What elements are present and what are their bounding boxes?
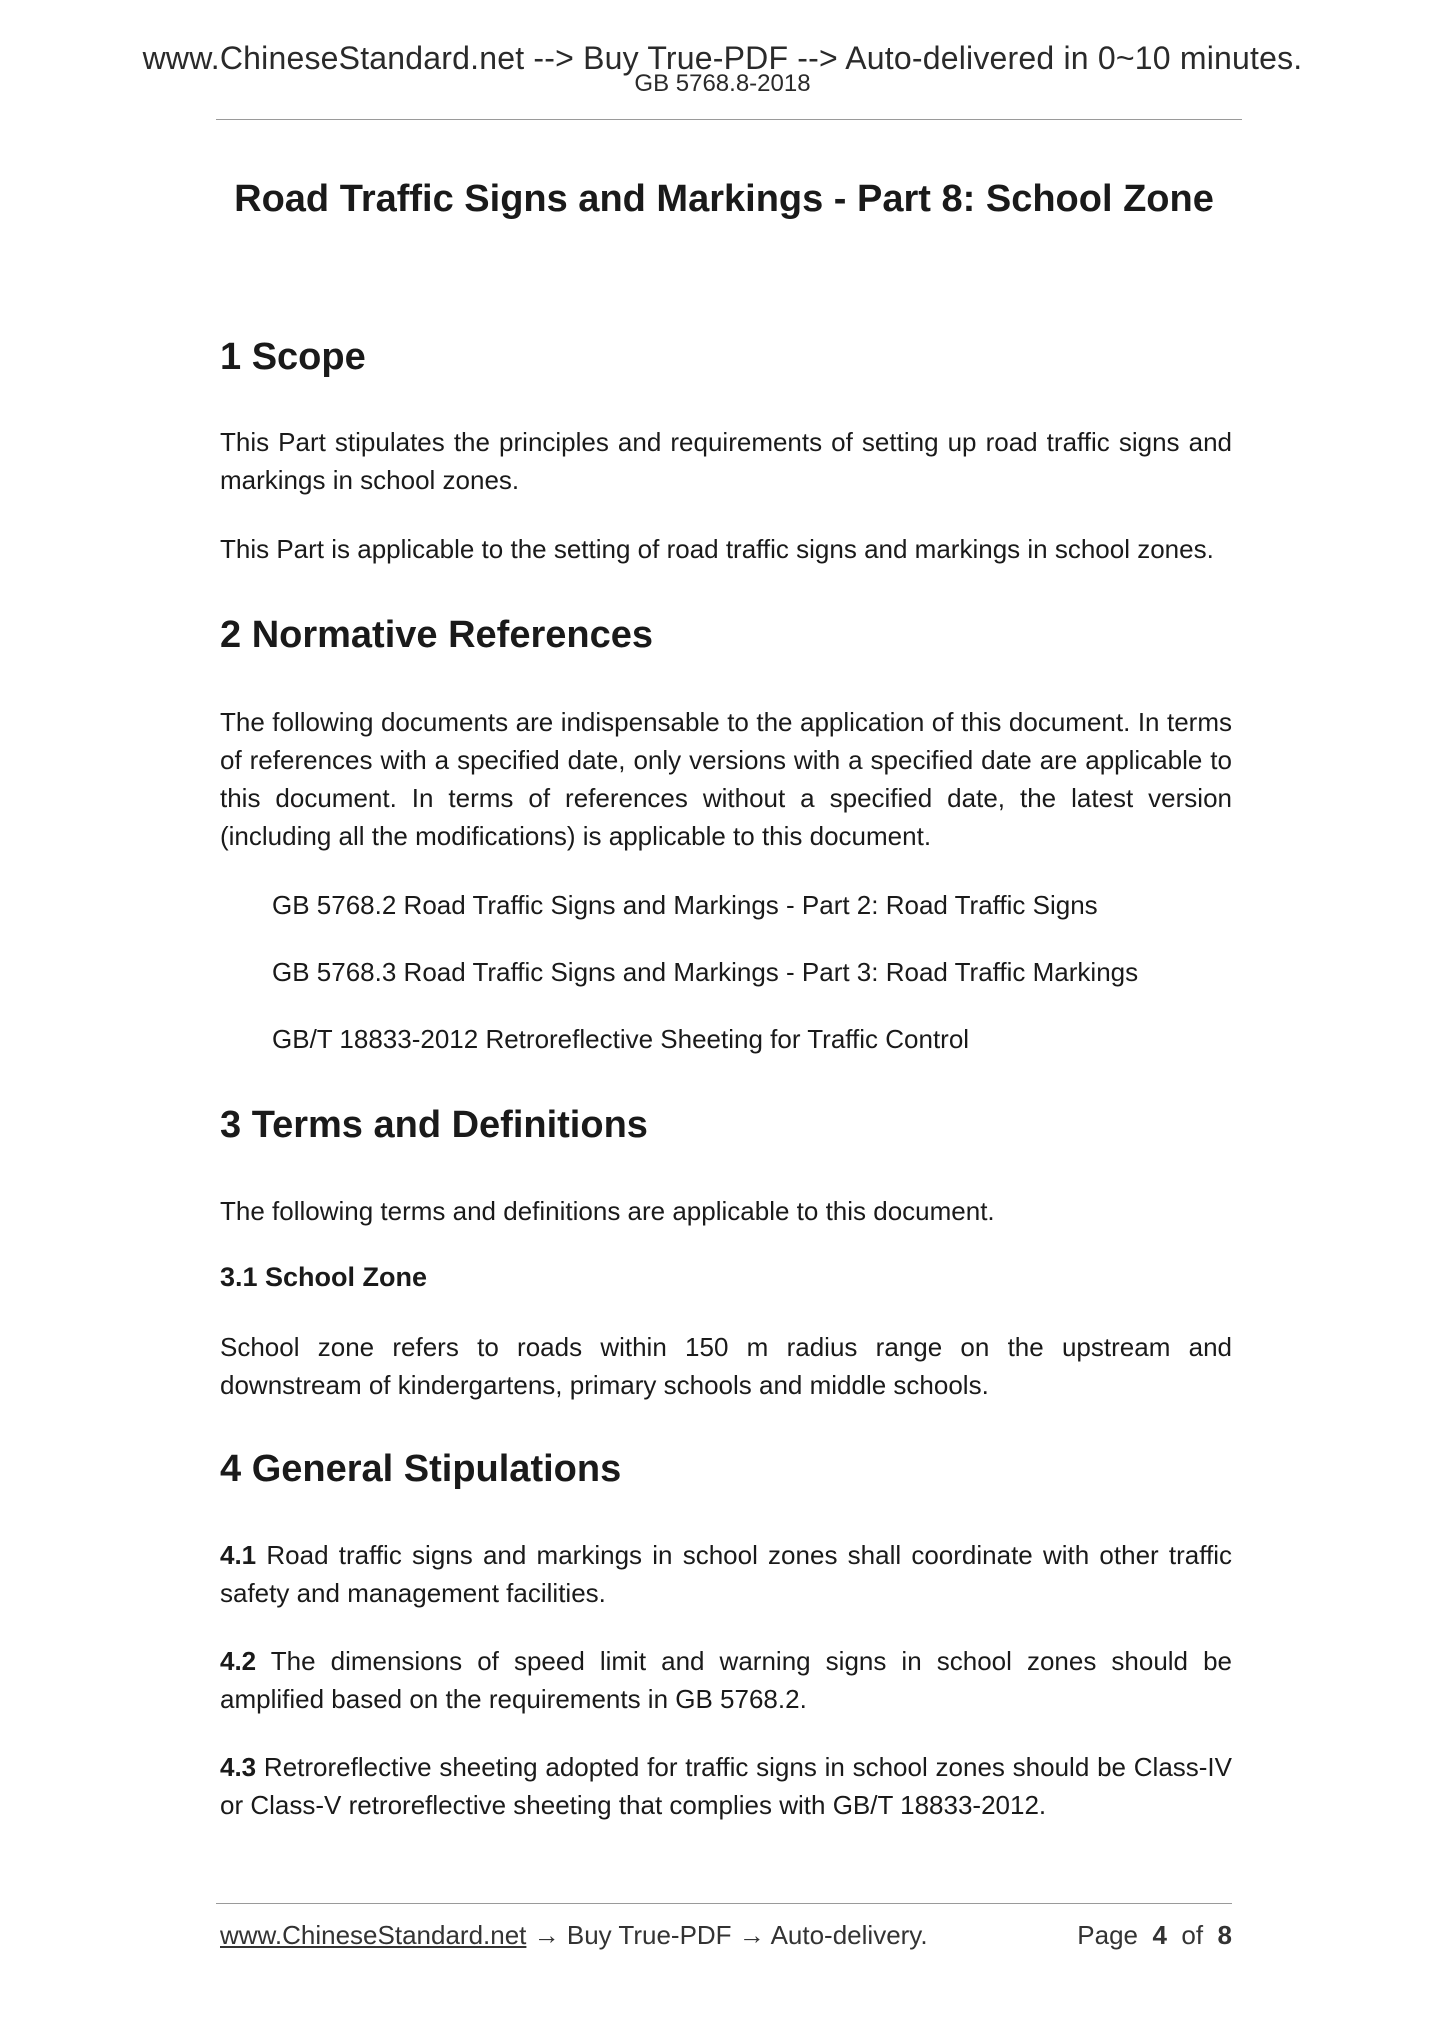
scope-paragraph-2: This Part is applicable to the setting of road traffic signs and markings in school zones.	[220, 534, 1214, 564]
terms-paragraph: The following terms and definitions are applicable to this document.	[220, 1196, 995, 1226]
school-zone-definition: School zone refers to roads within 150 m radius range on the upstream and downstream of kindergartens, primary schools and middle schools.	[220, 1332, 1232, 1400]
footer-tagline: → Buy True-PDF → Auto-delivery.	[526, 1920, 928, 1950]
total-page-count: 8	[1217, 1920, 1232, 1950]
page-word: Page	[1077, 1920, 1139, 1950]
section-heading-normative-references: 2 Normative References	[220, 614, 653, 656]
page-indicator	[1077, 1920, 1232, 1951]
section-heading-general-stipulations: 4 General Stipulations	[220, 1448, 622, 1490]
reference-item: GB 5768.3 Road Traffic Signs and Markings - Part 3: Road Traffic Markings	[272, 957, 1139, 987]
stipulation-item	[220, 1642, 1232, 1718]
stipulation-item	[220, 1536, 1232, 1612]
page-footer	[220, 1920, 1232, 1951]
section-heading-terms-definitions: 3 Terms and Definitions	[220, 1104, 648, 1146]
footer-site-link[interactable]: www.ChineseStandard.net	[220, 1920, 527, 1950]
header-banner: www.ChineseStandard.net --> Buy True-PDF --> Auto-delivered in 0~10 minutes.	[142, 40, 1303, 76]
reference-item: GB/T 18833-2012 Retroreflective Sheeting for Traffic Control	[272, 1024, 970, 1054]
stipulation-text: Road traffic signs and markings in school zones shall coordinate with other traffic safety and management facilities.	[220, 1540, 1232, 1608]
header-divider	[216, 119, 1242, 120]
stipulation-number: 4.2	[220, 1646, 257, 1676]
subsection-heading-school-zone: 3.1 School Zone	[220, 1262, 428, 1292]
stipulation-item	[220, 1748, 1232, 1824]
footer-divider	[216, 1903, 1232, 1904]
current-page-number: 4	[1152, 1920, 1167, 1950]
scope-paragraph-1: This Part stipulates the principles and requirements of setting up road traffic signs and markings in school zones.	[220, 427, 1232, 495]
page-title: Road Traffic Signs and Markings - Part 8: School Zone	[234, 178, 1214, 220]
stipulation-text: Retroreflective sheeting adopted for traffic signs in school zones should be Class-IV or Class-V retroreflective sheeting that complies with GB/T 18833-2012.	[220, 1752, 1232, 1820]
normative-references-paragraph: The following documents are indispensable to the application of this document. In terms of references with a specified date, only versions with a specified date are applicable to this document. In terms of references without a specified date, the latest version (including all the modifications) is applicable to this document.	[220, 707, 1232, 851]
document-id: GB 5768.8-2018	[634, 70, 811, 97]
section-heading-scope: 1 Scope	[220, 336, 366, 378]
stipulation-text: The dimensions of speed limit and warning signs in school zones should be amplified based on the requirements in GB 5768.2.	[220, 1646, 1232, 1714]
reference-item: GB 5768.2 Road Traffic Signs and Markings - Part 2: Road Traffic Signs	[272, 890, 1098, 920]
stipulation-number: 4.1	[220, 1540, 257, 1570]
of-word: of	[1181, 1920, 1204, 1950]
stipulation-number: 4.3	[220, 1752, 257, 1782]
